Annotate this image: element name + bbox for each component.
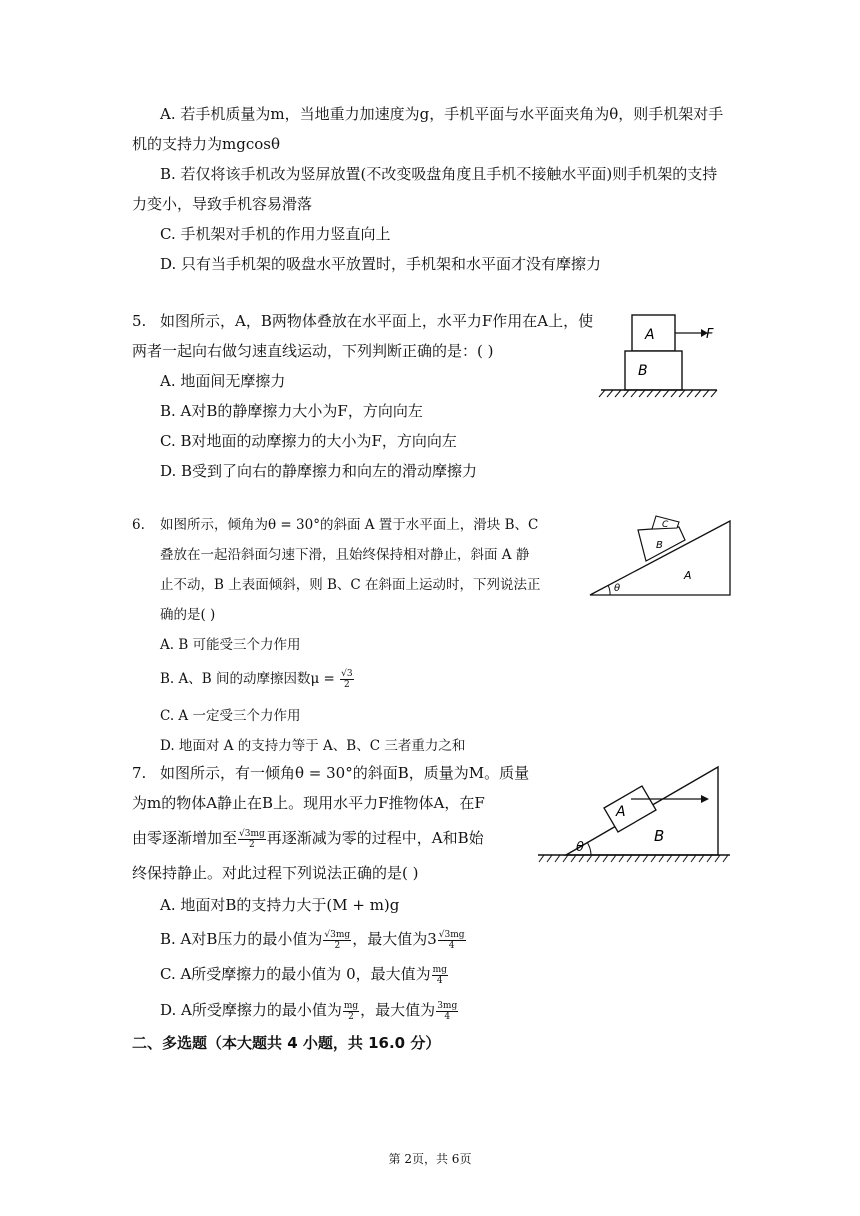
q7-option-d-fraction-max: $\frac{3mg}{4}$	[437, 1000, 458, 1022]
q7-stem-line2: 为m的物体A静止在B上。现用水平力F推物体A，在F	[132, 794, 485, 812]
q4-option-a-line2: 机的支持力为mgcosθ	[132, 135, 280, 153]
q7-block-a-label: A	[616, 804, 626, 820]
q7-option-b-fraction-max: $\frac{√3mg}{4}$	[438, 929, 465, 951]
section-heading-multiple-choice: 二、多选题（本大题共 4 小题，共 16.0 分）	[132, 1034, 441, 1052]
q4-option-b-line2: 力变小，导致手机容易滑落	[132, 195, 313, 213]
q7-option-c-fraction: $\frac{mg}{4}$	[432, 964, 447, 986]
q7-figure	[538, 763, 734, 869]
q6-stem-line1: 如图所示，倾角为θ = 30°的斜面 A 置于水平面上，滑块 B、C	[160, 517, 539, 533]
q5-block-b-label: B	[638, 363, 648, 379]
q6-option-d: D. 地面对 A 的支持力等于 A、B、C 三者重力之和	[160, 738, 466, 754]
q6-option-c: C. A 一定受三个力作用	[160, 708, 301, 724]
q5-block-a-label: A	[645, 327, 655, 343]
q7-option-b-fraction-min: $\frac{√3mg}{2}$	[324, 929, 351, 951]
q7-option-d-fraction-min: $\frac{mg}{2}$	[343, 1000, 359, 1022]
q6-stem-line3: 止不动，B 上表面倾斜，则 B、C 在斜面上运动时，下列说法正	[160, 577, 541, 593]
q6-option-b-text: B. A、B 间的动摩擦因数μ =	[160, 671, 335, 687]
q4-option-a-line1: A. 若手机质量为m，当地重力加速度为g，手机平面与水平面夹角为θ，则手机架对手	[160, 105, 724, 123]
q7-stem-line4: 终保持静止。对此过程下列说法正确的是( )	[132, 864, 419, 882]
q6-angle-label: θ	[614, 583, 621, 594]
q5-option-d: D. B受到了向右的静摩擦力和向左的滑动摩擦力	[160, 462, 478, 480]
q6-block-b-label: B	[656, 540, 663, 551]
q6-block-c-label: C	[662, 520, 669, 530]
q7-option-b: B. A对B压力的最小值为 $\frac{√3mg}{2}$ ，最大值为3 $\frac{√3mg}{4}$	[160, 929, 465, 951]
q4-option-b-line1: B. 若仅将该手机改为竖屏放置(不改变吸盘角度且手机不接触水平面)则手机架的支持	[160, 165, 718, 183]
q4-option-c: C. 手机架对手机的作用力竖直向上	[160, 225, 391, 243]
q5-ground-hatch	[599, 390, 717, 397]
q7-option-d: D. A所受摩擦力的最小值为 $\frac{mg}{2}$ ，最大值为 $\frac{3mg}{4}$	[160, 1000, 458, 1022]
q7-incline-b-label: B	[654, 827, 665, 845]
q6-figure	[588, 513, 734, 597]
q7-ground-hatch	[539, 855, 728, 862]
q6-stem-line4: 确的是( )	[160, 607, 216, 623]
q7-stem-line3: 由零逐渐增加至 $\frac{√3mg}{2}$ 再逐渐减为零的过程中，A和B始	[132, 828, 484, 850]
q7-option-a: A. 地面对B的支持力大于(M + m)g	[160, 896, 400, 914]
q5-option-a: A. 地面间无摩擦力	[160, 372, 286, 390]
q5-number: 5.	[132, 312, 147, 330]
q6-number: 6.	[132, 517, 145, 533]
q5-option-b: B. A对B的静摩擦力大小为F，方向向左	[160, 402, 423, 420]
q5-stem-line1: 如图所示，A，B两物体叠放在水平面上，水平力F作用在A上，使	[160, 312, 594, 330]
q6-option-a: A. B 可能受三个力作用	[160, 637, 301, 653]
q5-figure	[595, 312, 725, 402]
q5-force-label: F	[706, 327, 714, 342]
q6-stem-line2: 叠放在一起沿斜面匀速下滑，且始终保持相对静止，斜面 A 静	[160, 547, 530, 563]
q6-incline-a-label: A	[684, 569, 692, 582]
q6-option-b	[160, 669, 355, 690]
q5-stem-line2: 两者一起向右做匀速直线运动，下列判断正确的是：( )	[132, 342, 494, 360]
q7-option-c: C. A所受摩擦力的最小值为 0，最大值为 $\frac{mg}{4}$	[160, 964, 447, 986]
page-footer: 第 2页，共 6页	[388, 1152, 472, 1166]
q7-stem-line1: 如图所示，有一倾角θ = 30°的斜面B，质量为M。质量	[160, 764, 530, 782]
q5-option-c: C. B对地面的动摩擦力的大小为F，方向向左	[160, 432, 457, 450]
q5-block-b	[625, 351, 682, 390]
q7-angle-label: θ	[576, 840, 584, 855]
q4-option-d: D. 只有当手机架的吸盘水平放置时，手机架和水平面才没有摩擦力	[160, 255, 602, 273]
q7-stem-fraction: $\frac{√3mg}{2}$	[239, 828, 265, 850]
q7-number: 7.	[132, 764, 147, 782]
q6-option-b-fraction: $\frac{√3}{2}$	[341, 669, 353, 690]
